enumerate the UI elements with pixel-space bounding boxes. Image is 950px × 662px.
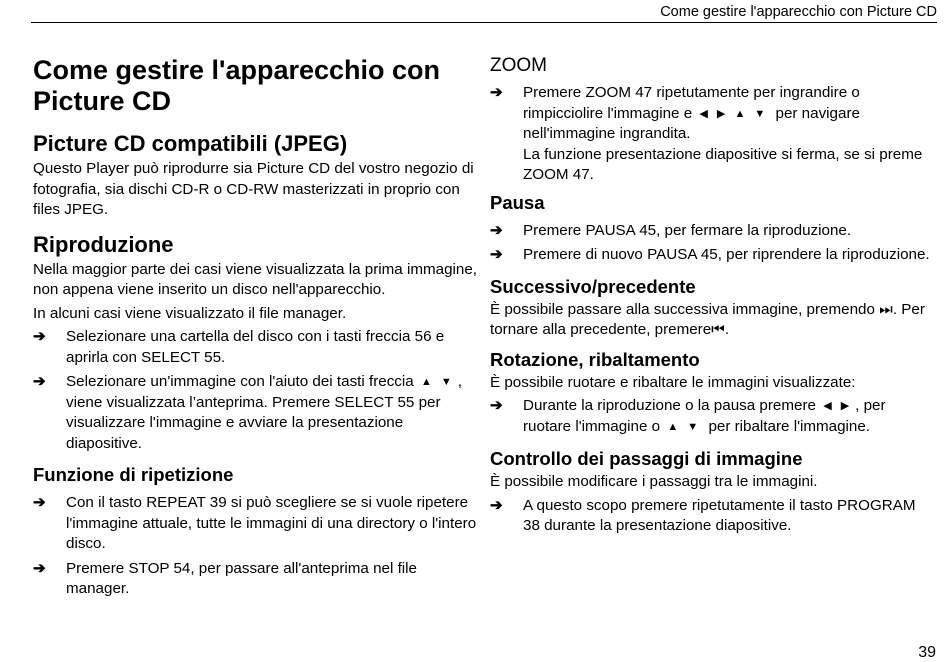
section-heading-picture-cd: Picture CD compatibili (JPEG) — [33, 131, 348, 156]
bullet-text: Premere STOP 54, per passare all'anteprima nel file manager. — [66, 559, 417, 597]
paragraph-text: È possibile passare alla successiva immagine, premendo — [490, 300, 875, 318]
previous-track-icon: ⏮ — [711, 321, 725, 338]
arrow-right-bold-icon: ➔ — [490, 221, 503, 239]
list-item — [490, 245, 930, 266]
arrow-right-bold-icon: ➔ — [490, 246, 503, 263]
list-item — [490, 221, 930, 242]
successivo-paragraph — [490, 300, 930, 341]
right-column — [490, 55, 930, 541]
up-down-arrow-keys-icon: ▲ ▼ — [667, 420, 702, 433]
bullet-text: per navigare nell'immagine ingrandita. — [523, 104, 860, 142]
arrow-right-bold-icon: ➔ — [33, 328, 46, 345]
list-item — [33, 493, 478, 555]
list-item — [33, 327, 478, 368]
page-number: 39 — [918, 644, 936, 661]
paragraph-text: . Per tornare alla precedente, premere — [490, 300, 925, 338]
section-heading-ripetizione: Funzione di ripetizione — [33, 464, 234, 485]
riproduzione-paragraph-1: Nella maggior parte dei casi viene visualizzata la prima immagine, non appena viene inserito un disco nell'apparecchio. — [33, 260, 478, 298]
bullet-text: per ribaltare l'immagine. — [708, 417, 871, 435]
section-heading-controllo: Controllo dei passaggi di immagine — [490, 448, 803, 469]
picture-cd-paragraph: Questo Player può riprodurre sia Picture CD del vostro negozio di fotografia, sia dischi CD-R o CD-RW masterizzati in proprio con files JPEG. — [33, 160, 474, 218]
paragraph-text: . — [724, 321, 730, 338]
riproduzione-paragraph-2: In alcuni casi viene visualizzato il file manager. — [33, 304, 347, 322]
section-heading-pausa: Pausa — [490, 191, 545, 213]
running-header: Come gestire l'apparecchio con Picture CD — [660, 4, 937, 20]
left-right-arrow-keys-icon: ◀ ▶ — [823, 400, 853, 412]
next-track-icon: ⏭ — [879, 300, 893, 318]
arrow-right-bold-icon: ➔ — [33, 373, 46, 390]
list-item — [490, 496, 930, 537]
bullet-text: A questo scopo premere ripetutamente il tasto PROGRAM 38 durante la presentazione diapositive. — [523, 496, 916, 534]
arrow-right-bold-icon: ➔ — [490, 397, 503, 414]
list-item — [490, 396, 930, 437]
bullet-text: Selezionare una cartella del disco con i tasti freccia 56 e aprirla con SELECT 55. — [66, 328, 445, 366]
direction-arrow-keys-icon: ◀ ▶ ▲ ▼ — [699, 107, 769, 120]
bullet-text: , viene visualizzata l’anteprima. Premere SELECT 55 per visualizzare l'immagine e avviare la presentazione diapositive. — [66, 373, 463, 452]
rotazione-paragraph: È possibile ruotare e ribaltare le immagini visualizzate: — [490, 373, 856, 391]
section-heading-rotazione: Rotazione, ribaltamento — [490, 348, 700, 370]
bullet-text: Premere di nuovo PAUSA 45, per riprendere la riproduzione. — [523, 246, 930, 263]
bullet-text: Durante la riproduzione o la pausa premere — [523, 397, 816, 414]
section-heading-successivo: Successivo/precedente — [490, 275, 696, 297]
page-title: Come gestire l'apparecchio con Picture CD — [33, 55, 441, 116]
section-heading-riproduzione: Riproduzione — [33, 231, 174, 257]
list-item — [490, 83, 930, 186]
bullet-text: Premere ZOOM 47 ripetutamente per ingrandire o rimpicciolire l'immagine e — [523, 84, 860, 122]
arrow-right-bold-icon: ➔ — [33, 559, 46, 577]
list-item — [33, 559, 478, 600]
up-down-arrow-keys-icon: ▲ ▼ — [420, 376, 455, 388]
bullet-text: Selezionare un'immagine con l'aiuto dei tasti freccia — [66, 373, 414, 390]
header-rule — [31, 22, 937, 23]
bullet-text: La funzione presentazione diapositive si ferma, se si preme ZOOM 47. — [523, 145, 923, 183]
bullet-text: , per ruotare l'immagine o — [523, 397, 886, 435]
section-heading-zoom: ZOOM — [490, 55, 547, 76]
arrow-right-bold-icon: ➔ — [490, 496, 503, 514]
controllo-paragraph: È possibile modificare i passaggi tra le immagini. — [490, 473, 818, 490]
left-column — [33, 55, 478, 604]
bullet-text: Con il tasto REPEAT 39 si può scegliere se si vuole ripetere l'immagine attuale, tutte le immagini di una directory o l'intero disco. — [66, 494, 477, 552]
arrow-right-bold-icon: ➔ — [490, 84, 503, 101]
arrow-right-bold-icon: ➔ — [33, 494, 46, 511]
list-item — [33, 372, 478, 454]
bullet-text: Premere PAUSA 45, per fermare la riproduzione. — [523, 221, 852, 239]
